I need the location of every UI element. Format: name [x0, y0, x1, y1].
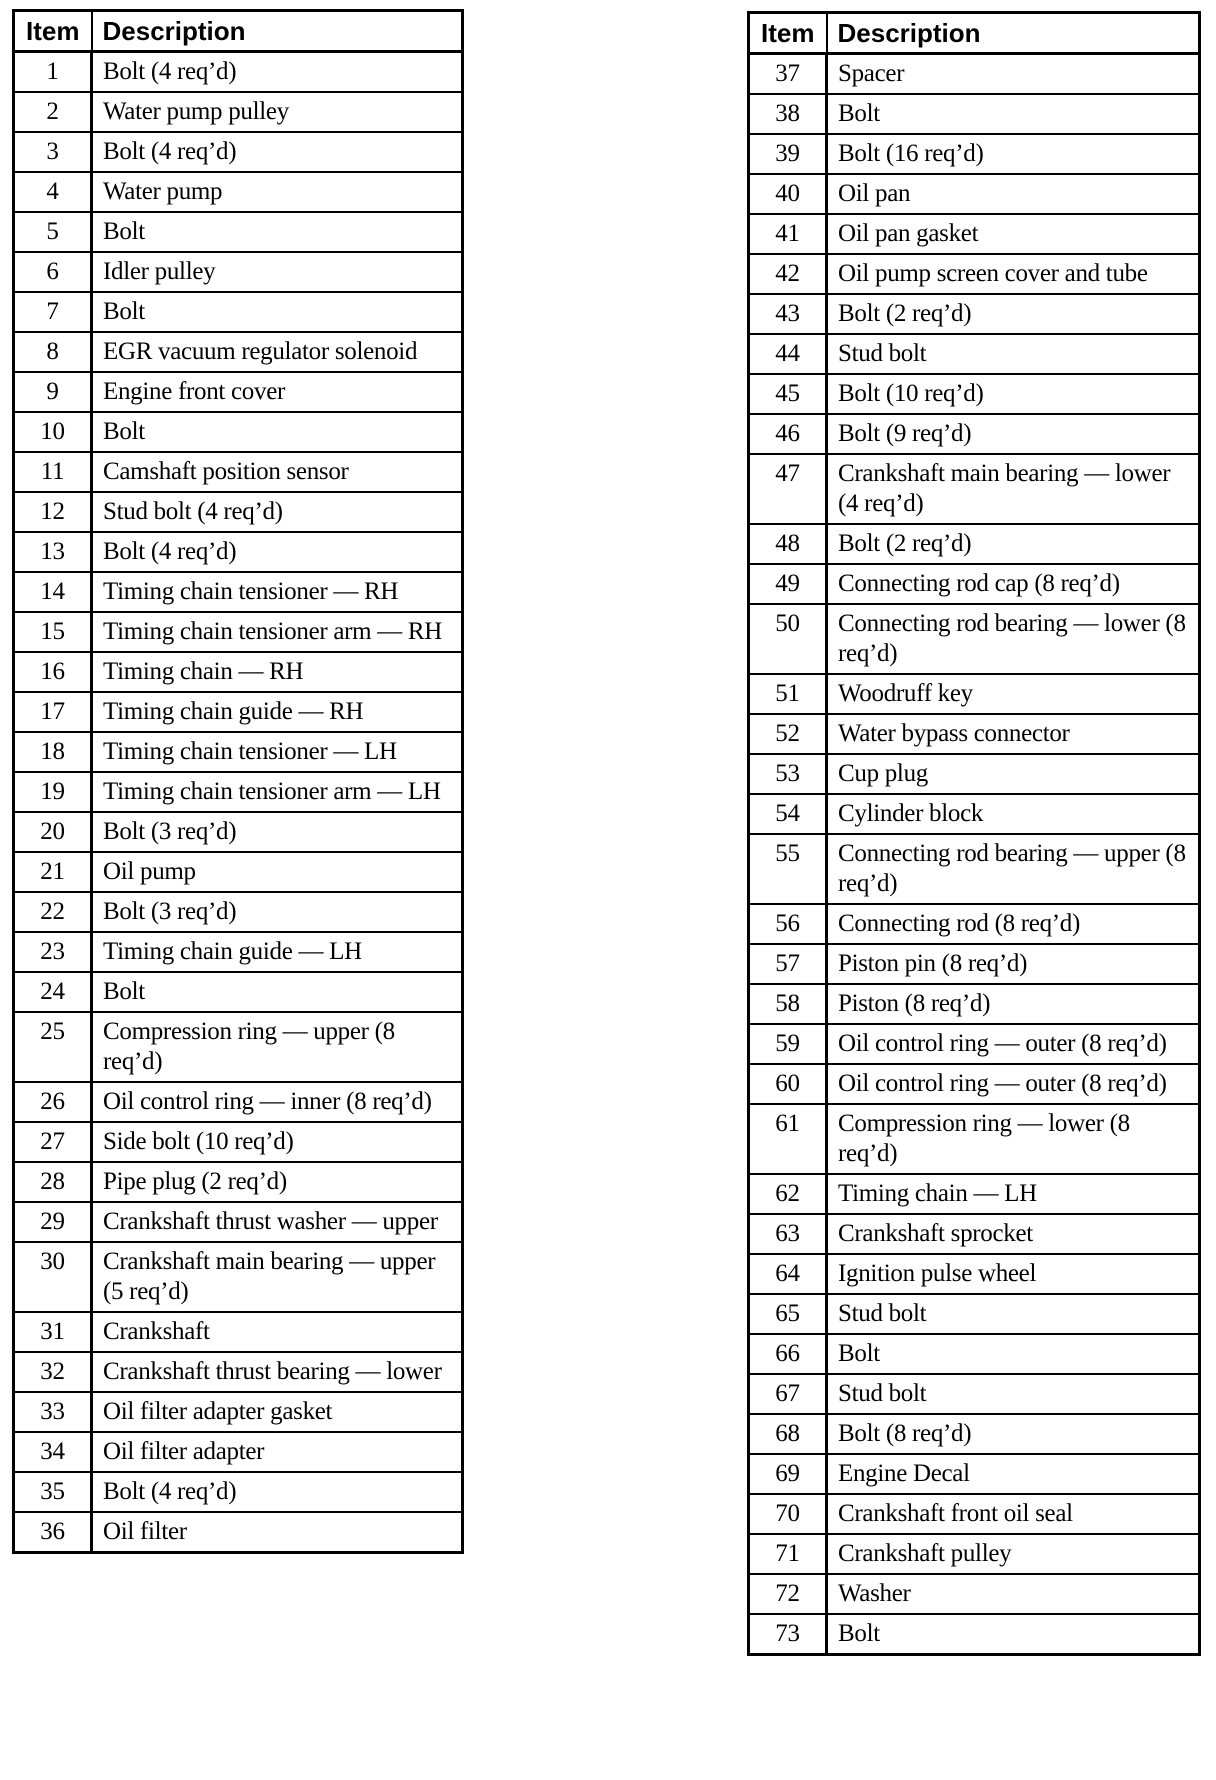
item-description: Bolt (2 req’d)	[827, 294, 1200, 334]
item-description: Crankshaft thrust washer — upper	[92, 1202, 463, 1242]
item-number: 26	[14, 1082, 92, 1122]
item-number: 49	[749, 564, 827, 604]
table-row	[749, 1104, 1200, 1174]
item-description: Idler pulley	[92, 252, 463, 292]
item-number: 48	[749, 524, 827, 564]
item-number: 20	[14, 812, 92, 852]
item-number: 27	[14, 1122, 92, 1162]
item-number: 33	[14, 1392, 92, 1432]
item-description: Connecting rod (8 req’d)	[827, 904, 1200, 944]
item-number: 10	[14, 412, 92, 452]
table-row	[749, 904, 1200, 944]
item-description: Timing chain tensioner arm — LH	[92, 772, 463, 812]
item-description: Bolt (10 req’d)	[827, 374, 1200, 414]
item-description: Compression ring — upper (8 req’d)	[92, 1012, 463, 1082]
item-description: Water pump pulley	[92, 92, 463, 132]
item-number: 28	[14, 1162, 92, 1202]
item-description: Oil pan	[827, 174, 1200, 214]
item-description: Bolt	[92, 972, 463, 1012]
table-row	[749, 54, 1200, 95]
table-row	[749, 674, 1200, 714]
table-row	[14, 892, 463, 932]
item-description: Stud bolt (4 req’d)	[92, 492, 463, 532]
item-description: Oil filter adapter gasket	[92, 1392, 463, 1432]
item-description: Bolt (9 req’d)	[827, 414, 1200, 454]
table-row	[749, 1494, 1200, 1534]
item-description: Bolt	[827, 1614, 1200, 1655]
item-description: Timing chain tensioner — LH	[92, 732, 463, 772]
table-row	[749, 1534, 1200, 1574]
item-number: 72	[749, 1574, 827, 1614]
table-row	[14, 1392, 463, 1432]
item-number: 21	[14, 852, 92, 892]
table-row	[14, 1202, 463, 1242]
table-row	[14, 412, 463, 452]
item-number: 60	[749, 1064, 827, 1104]
table-row	[14, 212, 463, 252]
table-row	[14, 1472, 463, 1512]
item-number: 45	[749, 374, 827, 414]
item-number: 14	[14, 572, 92, 612]
item-number: 4	[14, 172, 92, 212]
item-number: 39	[749, 134, 827, 174]
table-row	[749, 754, 1200, 794]
description-column-header: Description	[92, 11, 463, 52]
item-description: Bolt	[92, 412, 463, 452]
item-number: 71	[749, 1534, 827, 1574]
table-row	[14, 372, 463, 412]
item-number: 8	[14, 332, 92, 372]
item-description: Timing chain guide — LH	[92, 932, 463, 972]
table-row	[749, 1294, 1200, 1334]
item-description: Bolt	[92, 292, 463, 332]
item-number: 53	[749, 754, 827, 794]
item-number: 44	[749, 334, 827, 374]
item-description: Side bolt (10 req’d)	[92, 1122, 463, 1162]
item-description: Stud bolt	[827, 1374, 1200, 1414]
table-row	[749, 524, 1200, 564]
item-description: Engine front cover	[92, 372, 463, 412]
item-column-header: Item	[749, 13, 827, 54]
table-row	[749, 714, 1200, 754]
item-number: 30	[14, 1242, 92, 1312]
table-row	[14, 1122, 463, 1162]
item-number: 65	[749, 1294, 827, 1334]
table-row	[14, 1082, 463, 1122]
item-number: 61	[749, 1104, 827, 1174]
item-description: Crankshaft thrust bearing — lower	[92, 1352, 463, 1392]
item-number: 67	[749, 1374, 827, 1414]
item-number: 46	[749, 414, 827, 454]
item-number: 37	[749, 54, 827, 95]
item-number: 7	[14, 292, 92, 332]
item-number: 31	[14, 1312, 92, 1352]
item-description: Crankshaft pulley	[827, 1534, 1200, 1574]
table-row	[14, 492, 463, 532]
item-description: Piston pin (8 req’d)	[827, 944, 1200, 984]
item-number: 69	[749, 1454, 827, 1494]
table-row	[14, 1312, 463, 1352]
item-number: 52	[749, 714, 827, 754]
item-description: Oil pump	[92, 852, 463, 892]
table-row	[14, 132, 463, 172]
item-description: Timing chain tensioner arm — RH	[92, 612, 463, 652]
table-row	[14, 612, 463, 652]
table-row	[749, 374, 1200, 414]
table-row	[749, 1414, 1200, 1454]
table-row	[749, 254, 1200, 294]
item-description: Bolt (8 req’d)	[827, 1414, 1200, 1454]
table-row	[749, 1254, 1200, 1294]
table-row	[14, 52, 463, 93]
item-description: Bolt (3 req’d)	[92, 892, 463, 932]
table-row	[14, 292, 463, 332]
item-number: 66	[749, 1334, 827, 1374]
parts-table-right	[747, 11, 1201, 1656]
item-description: Water pump	[92, 172, 463, 212]
item-number: 70	[749, 1494, 827, 1534]
item-number: 34	[14, 1432, 92, 1472]
table-row	[749, 794, 1200, 834]
item-description: Bolt (4 req’d)	[92, 52, 463, 93]
item-number: 64	[749, 1254, 827, 1294]
item-description: Oil control ring — outer (8 req’d)	[827, 1024, 1200, 1064]
item-number: 19	[14, 772, 92, 812]
table-row	[749, 454, 1200, 524]
table-row	[14, 932, 463, 972]
item-number: 2	[14, 92, 92, 132]
item-number: 6	[14, 252, 92, 292]
table-row	[14, 732, 463, 772]
item-description: Timing chain guide — RH	[92, 692, 463, 732]
item-description: Oil control ring — inner (8 req’d)	[92, 1082, 463, 1122]
item-number: 51	[749, 674, 827, 714]
item-number: 57	[749, 944, 827, 984]
item-number: 62	[749, 1174, 827, 1214]
table-row	[749, 564, 1200, 604]
item-description: Connecting rod bearing — upper (8 req’d)	[827, 834, 1200, 904]
item-description: Compression ring — lower (8 req’d)	[827, 1104, 1200, 1174]
table-row	[14, 452, 463, 492]
item-description: Bolt (3 req’d)	[92, 812, 463, 852]
header-row	[14, 11, 463, 52]
item-description: Bolt	[827, 1334, 1200, 1374]
description-column-header: Description	[827, 13, 1200, 54]
item-description: Timing chain tensioner — RH	[92, 572, 463, 612]
table-row	[749, 834, 1200, 904]
item-description: Connecting rod bearing — lower (8 req’d)	[827, 604, 1200, 674]
table-row	[14, 532, 463, 572]
table-row	[14, 1512, 463, 1553]
item-description: Ignition pulse wheel	[827, 1254, 1200, 1294]
table-row	[14, 772, 463, 812]
table-row	[14, 172, 463, 212]
item-description: Oil filter	[92, 1512, 463, 1553]
item-number: 47	[749, 454, 827, 524]
item-number: 59	[749, 1024, 827, 1064]
table-row	[14, 852, 463, 892]
item-number: 41	[749, 214, 827, 254]
table-row	[14, 1012, 463, 1082]
item-description: Piston (8 req’d)	[827, 984, 1200, 1024]
item-number: 16	[14, 652, 92, 692]
item-description: Camshaft position sensor	[92, 452, 463, 492]
table-row	[749, 1614, 1200, 1655]
item-column-header: Item	[14, 11, 92, 52]
item-number: 17	[14, 692, 92, 732]
item-description: Woodruff key	[827, 674, 1200, 714]
item-description: Connecting rod cap (8 req’d)	[827, 564, 1200, 604]
item-description: Bolt (4 req’d)	[92, 1472, 463, 1512]
table-row	[14, 652, 463, 692]
item-number: 29	[14, 1202, 92, 1242]
table-row	[749, 294, 1200, 334]
item-number: 3	[14, 132, 92, 172]
item-number: 55	[749, 834, 827, 904]
item-description: Oil pump screen cover and tube	[827, 254, 1200, 294]
item-description: Timing chain — RH	[92, 652, 463, 692]
item-number: 32	[14, 1352, 92, 1392]
item-description: Water bypass connector	[827, 714, 1200, 754]
item-description: Oil filter adapter	[92, 1432, 463, 1472]
table-row	[14, 1242, 463, 1312]
item-description: Bolt	[92, 212, 463, 252]
item-description: EGR vacuum regulator solenoid	[92, 332, 463, 372]
table-row	[14, 972, 463, 1012]
item-number: 9	[14, 372, 92, 412]
item-number: 56	[749, 904, 827, 944]
item-number: 38	[749, 94, 827, 134]
item-number: 15	[14, 612, 92, 652]
item-description: Washer	[827, 1574, 1200, 1614]
item-description: Bolt (16 req’d)	[827, 134, 1200, 174]
item-number: 68	[749, 1414, 827, 1454]
table-row	[14, 692, 463, 732]
item-description: Oil pan gasket	[827, 214, 1200, 254]
item-description: Crankshaft	[92, 1312, 463, 1352]
item-number: 18	[14, 732, 92, 772]
item-description: Bolt	[827, 94, 1200, 134]
table-row	[749, 1214, 1200, 1254]
item-number: 73	[749, 1614, 827, 1655]
item-description: Spacer	[827, 54, 1200, 95]
item-number: 58	[749, 984, 827, 1024]
item-number: 63	[749, 1214, 827, 1254]
table-row	[14, 92, 463, 132]
table-row	[749, 1334, 1200, 1374]
parts-table-left	[12, 9, 464, 1554]
table-row	[749, 944, 1200, 984]
item-number: 43	[749, 294, 827, 334]
table-row	[14, 812, 463, 852]
item-number: 40	[749, 174, 827, 214]
item-description: Bolt (2 req’d)	[827, 524, 1200, 564]
table-row	[749, 984, 1200, 1024]
item-description: Timing chain — LH	[827, 1174, 1200, 1214]
table-row	[749, 94, 1200, 134]
item-number: 50	[749, 604, 827, 674]
table-row	[749, 1374, 1200, 1414]
table-row	[14, 1162, 463, 1202]
item-description: Cup plug	[827, 754, 1200, 794]
item-number: 36	[14, 1512, 92, 1553]
table-row	[749, 1024, 1200, 1064]
table-row	[749, 1174, 1200, 1214]
item-number: 23	[14, 932, 92, 972]
item-description: Crankshaft main bearing — lower (4 req’d)	[827, 454, 1200, 524]
item-description: Stud bolt	[827, 1294, 1200, 1334]
table-row	[749, 174, 1200, 214]
item-description: Bolt (4 req’d)	[92, 132, 463, 172]
table-row	[749, 1454, 1200, 1494]
item-description: Pipe plug (2 req’d)	[92, 1162, 463, 1202]
table-row	[14, 332, 463, 372]
table-row	[14, 252, 463, 292]
item-description: Cylinder block	[827, 794, 1200, 834]
table-row	[14, 1432, 463, 1472]
item-number: 22	[14, 892, 92, 932]
item-number: 35	[14, 1472, 92, 1512]
table-row	[14, 1352, 463, 1392]
item-description: Crankshaft front oil seal	[827, 1494, 1200, 1534]
item-number: 13	[14, 532, 92, 572]
table-row	[14, 572, 463, 612]
item-description: Crankshaft sprocket	[827, 1214, 1200, 1254]
item-number: 54	[749, 794, 827, 834]
item-number: 42	[749, 254, 827, 294]
item-number: 5	[14, 212, 92, 252]
table-row	[749, 214, 1200, 254]
item-number: 11	[14, 452, 92, 492]
item-number: 25	[14, 1012, 92, 1082]
table-row	[749, 414, 1200, 454]
item-number: 24	[14, 972, 92, 1012]
item-description: Crankshaft main bearing — upper (5 req’d)	[92, 1242, 463, 1312]
item-description: Engine Decal	[827, 1454, 1200, 1494]
item-number: 12	[14, 492, 92, 532]
table-row	[749, 604, 1200, 674]
item-number: 1	[14, 52, 92, 93]
header-row	[749, 13, 1200, 54]
table-row	[749, 334, 1200, 374]
table-row	[749, 1574, 1200, 1614]
table-row	[749, 134, 1200, 174]
item-description: Stud bolt	[827, 334, 1200, 374]
item-description: Oil control ring — outer (8 req’d)	[827, 1064, 1200, 1104]
item-description: Bolt (4 req’d)	[92, 532, 463, 572]
table-row	[749, 1064, 1200, 1104]
